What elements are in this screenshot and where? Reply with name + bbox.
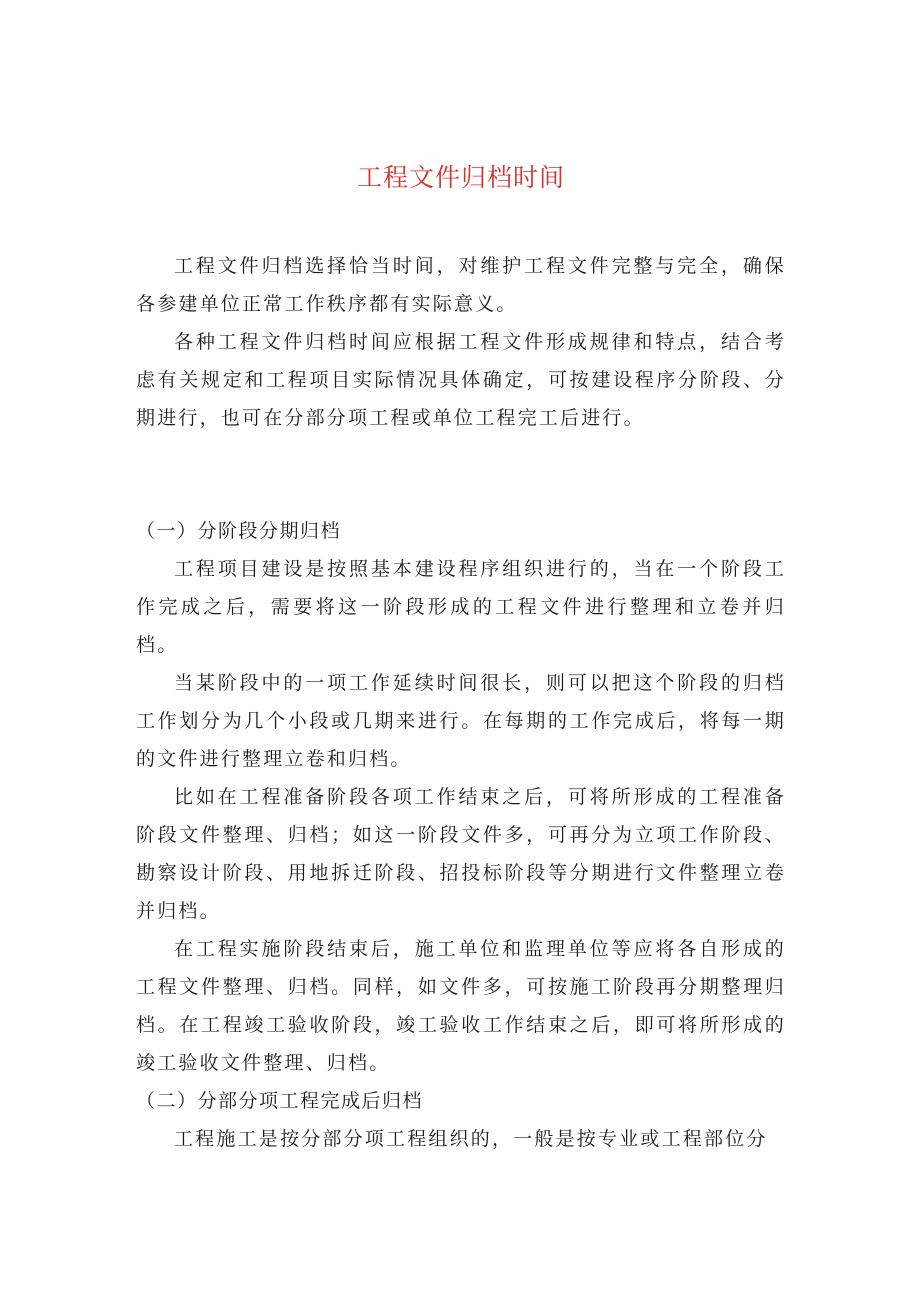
section-1-paragraph-3: 比如在工程准备阶段各项工作结束之后，可将所形成的工程准备阶段文件整理、归档；如这一阶段文件多，可再分为立项工作阶段、勘察设计阶段、用地拆迁阶段、招投标阶段等分期进行文件整理立卷并归档。 xyxy=(136,786,786,922)
section-1-paragraph-2: 当某阶段中的一项工作延续时间很长，则可以把这个阶段的归档工作划分为几个小段或几期来进行。在每期的工作完成后，将每一期的文件进行整理立卷和归档。 xyxy=(136,672,786,770)
intro-paragraph-2: 各种工程文件归档时间应根据工程文件形成规律和特点，结合考虑有关规定和工程项目实际情况具体确定，可按建设程序分阶段、分期进行，也可在分部分项工程或单位工程完工后进行。 xyxy=(136,331,786,429)
section-2-paragraph-1: 工程施工是按分部分项工程组织的，一般是按专业或工程部位分 xyxy=(174,1128,768,1150)
intro-paragraph-1: 工程文件归档选择恰当时间，对维护工程文件完整与完全，确保各参建单位正常工作秩序都有实际意义。 xyxy=(136,255,786,315)
section-1-paragraph-4: 在工程实施阶段结束后，施工单位和监理单位等应将各自形成的工程文件整理、归档。同样，如文件多，可按施工阶段再分期整理归档。在工程竣工验收阶段，竣工验收工作结束之后，即可将所形成的竣工验收文件整理、归档。 xyxy=(136,938,786,1074)
document-title: 工程文件归档时间 xyxy=(356,163,565,192)
section-1 xyxy=(136,512,786,1158)
section-2-heading: （二）分部分项工程完成后归档 xyxy=(136,1090,424,1112)
intro-section xyxy=(136,247,786,437)
section-1-paragraph-1: 工程项目建设是按照基本建设程序组织进行的，当在一个阶段工作完成之后，需要将这一阶段形成的工程文件进行整理和立卷并归档。 xyxy=(136,558,786,656)
section-1-heading: （一）分阶段分期归档 xyxy=(136,520,342,542)
